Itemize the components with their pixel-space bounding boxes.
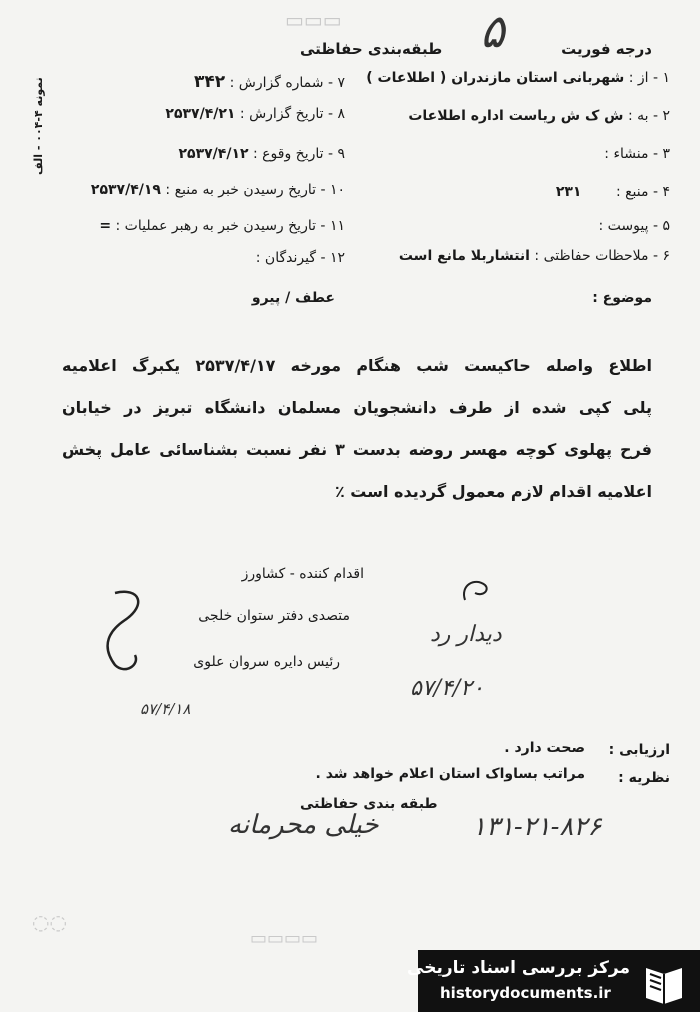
signature-mark [95, 585, 155, 675]
field-attachment: ۵ - پیوست : [598, 218, 670, 234]
footer-classification-hand: خیلی محرمانه [228, 810, 379, 840]
officer-name: متصدی دفتر ستوان خلجی [198, 608, 350, 624]
form-code: نمونه ۴-۰۰۴ - الف [32, 77, 45, 175]
watermark-title: مرکز بررسی اسناد تاریخی [407, 958, 630, 978]
field-security-notes: ۶ - ملاحظات حفاظتی : انتشاربلا مانع است [398, 248, 670, 264]
evaluation-label: ارزیابی : [608, 742, 670, 758]
bleed-through: ◌◌ [32, 910, 67, 934]
archive-number: ۱۳۱-۲۱-۸۲۶ [472, 812, 602, 842]
subject-value: عطف / پیرو [251, 290, 335, 306]
handwritten-number: ۵ [480, 4, 505, 58]
field-to: ۲ - به : ش ک ش ریاست اداره اطلاعات [408, 108, 670, 124]
bleed-through: ▭▭▭▭ [250, 928, 319, 949]
body-line: فرح پهلوی کوچه مهسر روضه بدست ۳ نفر نسبت بشناسائی عامل پخش [62, 440, 652, 459]
field-source-receipt-date: ۱۰ - تاریخ رسیدن خبر به منبع : ۲۵۳۷/۴/۱۹ [90, 182, 345, 198]
field-leader-receipt-date: ۱۱ - تاریخ رسیدن خبر به رهبر عملیات : = [99, 218, 345, 234]
footer-classification-label: طبقه بندی حفاظتی [300, 796, 438, 812]
body-line: اعلامیه اقدام لازم معمول گردیده است ٪ [334, 482, 652, 501]
body-line: اطلاع واصله حاکیست شب هنگام مورخه ۲۵۳۷/۴/۱۷ یکبرگ اعلامیه [62, 356, 652, 375]
field-report-date: ۸ - تاریخ گزارش : ۲۵۳۷/۴/۲۱ [165, 106, 345, 122]
action-by: اقدام کننده - کشاورز [241, 566, 364, 582]
date-right: ۵۷/۴/۲۰ [410, 676, 484, 701]
book-icon [640, 958, 688, 1006]
signature-mark [455, 575, 495, 605]
opinion-label: نظریه : [618, 770, 670, 786]
field-from: ۱ - از : شهربانی استان مازندران ( اطلاعات ) [366, 70, 670, 86]
field-report-number: ۷ - شماره گزارش : ۳۴۲ [193, 72, 345, 92]
faint-scribble: ▭▭▭ [285, 8, 342, 32]
opinion-value: مراتب بساواک استان اعلام خواهد شد . [315, 766, 585, 782]
body-line: پلی کپی شده از طرف دانشجویان مسلمان دانشگاه تبریز در خیابان [62, 398, 652, 417]
subject-label: موضوع : [592, 290, 652, 306]
field-recipients: ۱۲ - گیرندگان : [255, 250, 345, 266]
date-left: ۵۷/۴/۱۸ [140, 700, 191, 718]
watermark-logo [407, 950, 700, 1012]
watermark-url: historydocuments.ir [440, 984, 611, 1002]
field-origin: ۳ - منشاء : [604, 146, 670, 162]
field-source: ۴ - منبع : ۲۳۱ [555, 184, 670, 200]
initials: دیدار رد [430, 622, 502, 647]
priority-title: درجه فوریت [561, 40, 652, 58]
evaluation-value: صحت دارد . [504, 740, 585, 756]
field-event-date: ۹ - تاریخ وقوع : ۲۵۳۷/۴/۱۲ [178, 146, 345, 162]
head-name: رئیس دایره سروان علوی [193, 654, 340, 670]
classification-title: طبقه‌بندی حفاظتی [300, 40, 443, 58]
